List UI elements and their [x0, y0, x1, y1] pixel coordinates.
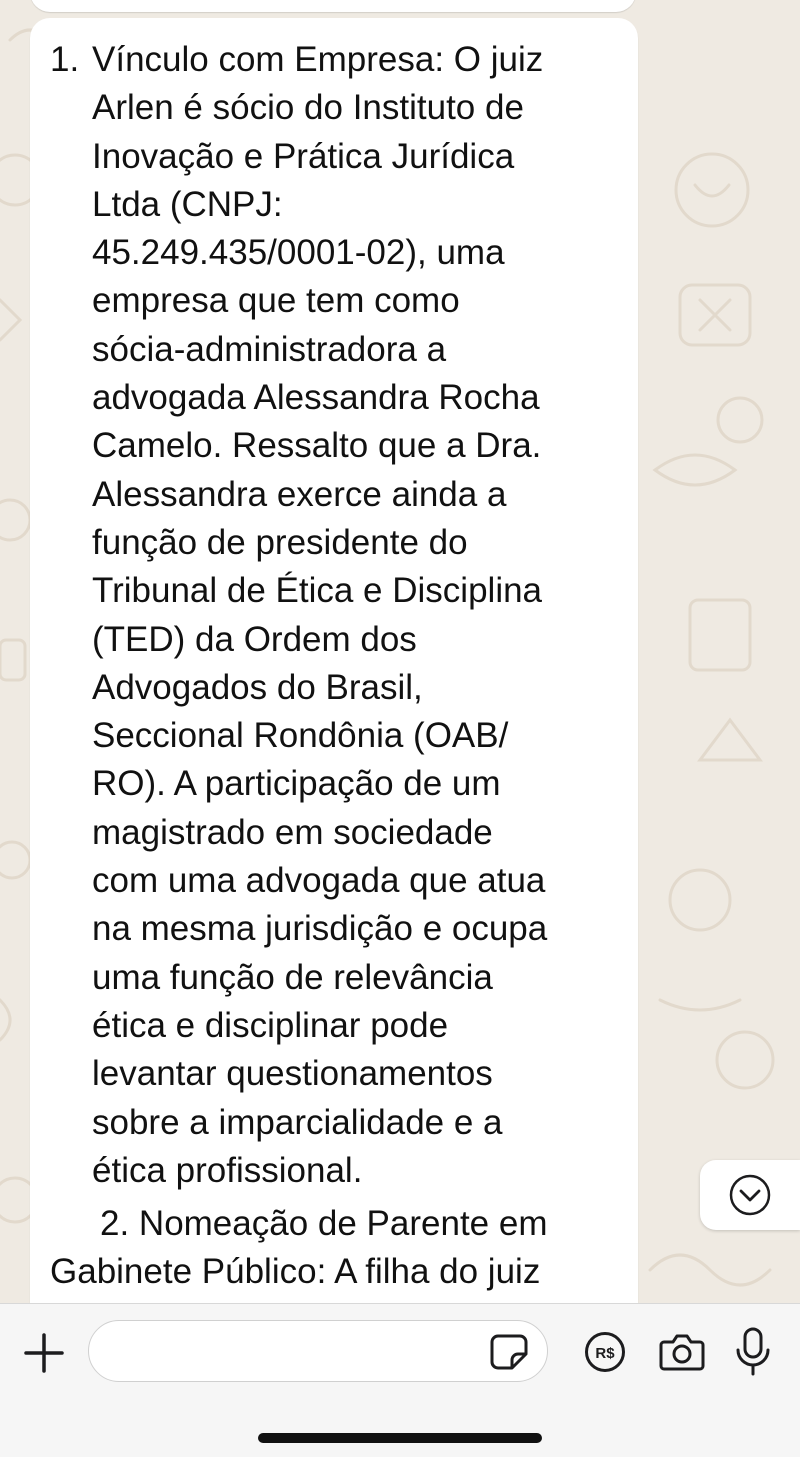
text-line: Tribunal de Ética e Disciplina: [92, 571, 543, 611]
payment-icon: [584, 1331, 626, 1373]
text-line: sócia-administradora a: [92, 329, 447, 369]
message-input[interactable]: [88, 1320, 548, 1382]
text-line: (TED) da Ordem dos: [92, 619, 417, 659]
text-line: Ltda (CNPJ:: [92, 184, 283, 224]
message-bubble[interactable]: [30, 18, 638, 1338]
text-line: Gabinete Público: A filha do juiz: [50, 1252, 541, 1292]
camera-button[interactable]: [658, 1330, 706, 1374]
text-line: ética e disciplinar pode: [92, 1005, 449, 1045]
text-line: sobre a imparcialidade e a: [92, 1102, 503, 1142]
text-line: Advogados do Brasil,: [92, 667, 423, 707]
microphone-icon: [733, 1326, 773, 1378]
message-composer: [0, 1303, 800, 1457]
list-item: [50, 36, 625, 1195]
plus-icon: [22, 1331, 66, 1375]
camera-icon: [658, 1330, 706, 1374]
text-line: advogada Alessandra Rocha: [92, 378, 540, 418]
sticker-icon: [490, 1332, 530, 1372]
text-line: Arlen é sócio do Instituto de: [92, 88, 524, 128]
text-line: Inovação e Prática Jurídica: [92, 136, 515, 176]
text-line: 2. Nomeação de Parente em: [100, 1204, 548, 1244]
previous-message-bubble: [30, 0, 636, 12]
text-line: Alessandra exerce ainda a: [92, 474, 507, 514]
list-number: 1.: [50, 40, 80, 79]
list-item: [50, 1200, 625, 1297]
sticker-button[interactable]: [490, 1332, 530, 1372]
text-line: com uma advogada que atua: [92, 861, 546, 901]
payment-button[interactable]: [584, 1331, 626, 1373]
chevron-down-icon: [728, 1173, 772, 1217]
text-line: na mesma jurisdição e ocupa: [92, 909, 548, 949]
text-line: 45.249.435/0001-02), uma: [92, 233, 505, 273]
text-line: função de presidente do: [92, 522, 468, 562]
text-line: empresa que tem como: [92, 281, 460, 321]
message-text: [50, 36, 625, 1297]
text-line: Camelo. Ressalto que a Dra.: [92, 426, 542, 466]
list-item-text: [92, 36, 625, 1195]
text-line: magistrado em sociedade: [92, 812, 493, 852]
text-line: RO). A participação de um: [92, 764, 501, 804]
scroll-to-bottom-button[interactable]: [700, 1160, 800, 1230]
home-indicator: [258, 1433, 542, 1443]
text-line: levantar questionamentos: [92, 1054, 493, 1094]
text-line: Vínculo com Empresa: O juiz: [92, 40, 544, 79]
payment-symbol: R$: [595, 1345, 615, 1362]
microphone-button[interactable]: [733, 1326, 773, 1378]
text-line: uma função de relevância: [92, 957, 493, 997]
text-line: Seccional Rondônia (OAB/: [92, 716, 509, 756]
attach-button[interactable]: [22, 1331, 66, 1375]
text-line: ética profissional.: [92, 1150, 363, 1190]
